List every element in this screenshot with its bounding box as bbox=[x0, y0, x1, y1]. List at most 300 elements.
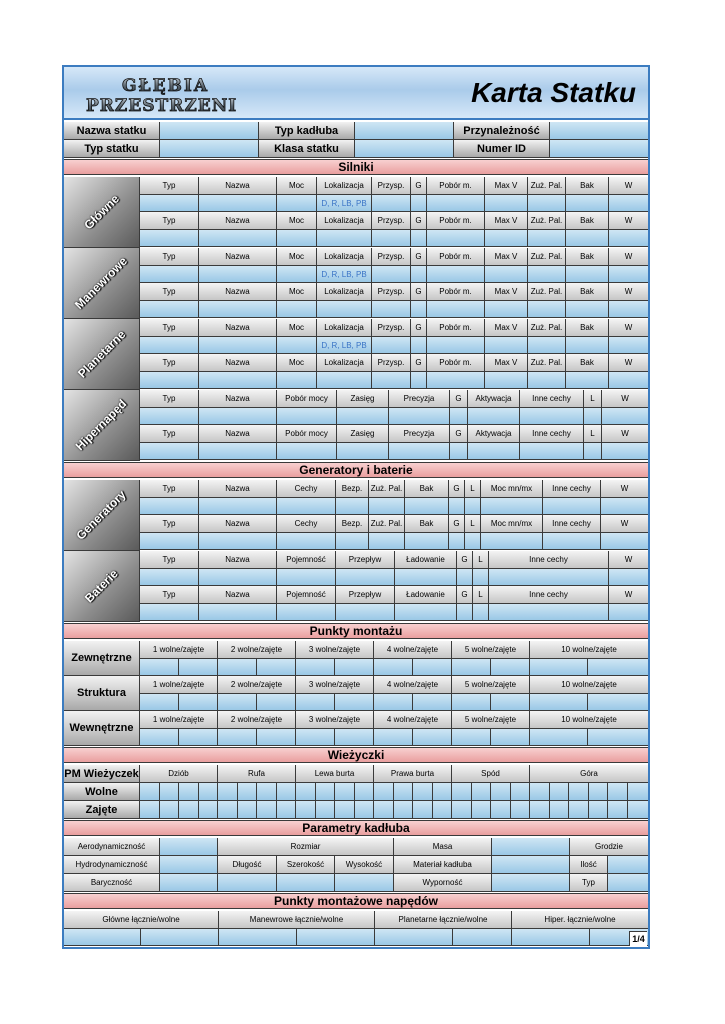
input-cell[interactable] bbox=[427, 337, 485, 354]
header-cell: 3 wolne/zajęte bbox=[296, 676, 374, 694]
input-cell[interactable] bbox=[543, 498, 601, 515]
input-cell[interactable] bbox=[492, 874, 570, 892]
input-cell[interactable] bbox=[199, 533, 277, 550]
input-cell[interactable] bbox=[140, 266, 199, 283]
input-cell[interactable] bbox=[520, 443, 584, 460]
input-cell[interactable] bbox=[336, 604, 395, 621]
header-cell: G bbox=[411, 248, 427, 266]
input-cell[interactable] bbox=[485, 301, 528, 318]
input-cell[interactable] bbox=[199, 604, 277, 621]
input-cell[interactable] bbox=[411, 337, 427, 354]
input-cell[interactable] bbox=[277, 337, 317, 354]
input-cell[interactable] bbox=[257, 783, 277, 801]
input-cell[interactable] bbox=[218, 659, 257, 676]
input-cell[interactable] bbox=[199, 569, 277, 586]
generator-input-row bbox=[140, 533, 648, 550]
header-cell: 1 wolne/zajęte bbox=[140, 676, 218, 694]
input-cell[interactable] bbox=[589, 801, 609, 819]
header-cell: 4 wolne/zajęte bbox=[374, 711, 452, 729]
input-cell[interactable] bbox=[468, 408, 520, 425]
input-cell[interactable] bbox=[584, 408, 602, 425]
turret-pm-label: PM Wieżyczek bbox=[64, 765, 140, 783]
input-cell[interactable] bbox=[413, 659, 452, 676]
input-cell[interactable] bbox=[337, 443, 389, 460]
input-cell[interactable] bbox=[199, 783, 219, 801]
input-cell[interactable] bbox=[609, 372, 648, 389]
input-cell[interactable] bbox=[465, 498, 481, 515]
mount-header-row bbox=[140, 641, 648, 659]
input-cell[interactable] bbox=[140, 729, 179, 746]
input-cell[interactable] bbox=[372, 337, 411, 354]
input-cell[interactable] bbox=[277, 266, 317, 283]
input-cell[interactable] bbox=[550, 140, 648, 158]
input-cell[interactable] bbox=[433, 801, 453, 819]
header-cell: Bak bbox=[566, 354, 609, 372]
input-cell[interactable] bbox=[199, 195, 277, 212]
input-cell[interactable] bbox=[140, 230, 199, 247]
input-cell[interactable] bbox=[277, 372, 317, 389]
generators-group bbox=[64, 480, 140, 551]
header-cell: Inne cechy bbox=[520, 425, 584, 443]
input-cell[interactable] bbox=[140, 694, 179, 711]
header-cell: Typ bbox=[140, 248, 199, 266]
input-cell[interactable] bbox=[550, 122, 648, 140]
input-cell[interactable] bbox=[160, 801, 180, 819]
input-cell[interactable] bbox=[450, 408, 468, 425]
header-cell: 5 wolne/zajęte bbox=[452, 711, 530, 729]
input-cell[interactable] bbox=[160, 874, 218, 892]
input-cell[interactable] bbox=[140, 569, 199, 586]
input-cell[interactable] bbox=[336, 569, 395, 586]
input-cell[interactable] bbox=[491, 801, 511, 819]
input-cell[interactable] bbox=[528, 337, 566, 354]
input-cell[interactable] bbox=[411, 230, 427, 247]
input-cell[interactable] bbox=[450, 443, 468, 460]
header-cell: Nazwa statku bbox=[64, 122, 160, 140]
input-cell[interactable] bbox=[609, 604, 648, 621]
input-cell[interactable] bbox=[238, 801, 258, 819]
input-cell[interactable] bbox=[277, 533, 336, 550]
input-cell[interactable] bbox=[433, 783, 453, 801]
input-cell[interactable] bbox=[411, 266, 427, 283]
input-cell[interactable] bbox=[140, 195, 199, 212]
input-cell[interactable] bbox=[395, 604, 457, 621]
input-cell[interactable] bbox=[511, 783, 531, 801]
input-cell[interactable] bbox=[277, 874, 335, 892]
input-cell[interactable] bbox=[199, 372, 277, 389]
generator-header-row bbox=[140, 480, 648, 498]
input-cell[interactable] bbox=[530, 694, 588, 711]
hyperdrive-group bbox=[64, 390, 140, 461]
input-cell[interactable] bbox=[141, 929, 219, 946]
header-cell: W bbox=[601, 480, 648, 498]
input-cell[interactable] bbox=[530, 659, 588, 676]
input-cell[interactable] bbox=[140, 783, 160, 801]
input-cell[interactable] bbox=[257, 801, 277, 819]
input-cell[interactable] bbox=[528, 266, 566, 283]
header-cell: 10 wolne/zajęte bbox=[530, 711, 648, 729]
input-cell[interactable] bbox=[457, 569, 473, 586]
hull-row-3 bbox=[64, 874, 648, 892]
input-cell[interactable] bbox=[238, 783, 258, 801]
input-cell[interactable] bbox=[179, 729, 218, 746]
input-cell[interactable] bbox=[372, 230, 411, 247]
input-cell[interactable] bbox=[375, 929, 453, 946]
input-cell[interactable] bbox=[609, 301, 648, 318]
input-cell[interactable] bbox=[452, 783, 472, 801]
input-cell[interactable] bbox=[296, 729, 335, 746]
svg-text:PRZESTRZENI: PRZESTRZENI bbox=[86, 96, 238, 114]
input-cell[interactable] bbox=[372, 195, 411, 212]
ship-card-sheet bbox=[62, 65, 650, 949]
input-cell[interactable] bbox=[452, 659, 491, 676]
header-cell: Baryczność bbox=[64, 874, 160, 892]
input-cell[interactable] bbox=[457, 604, 473, 621]
input-cell[interactable] bbox=[550, 801, 570, 819]
input-cell[interactable] bbox=[472, 801, 492, 819]
input-cell[interactable] bbox=[601, 498, 648, 515]
input-cell[interactable] bbox=[481, 498, 543, 515]
header-cell: Typ bbox=[140, 480, 199, 498]
input-cell[interactable] bbox=[277, 604, 336, 621]
input-cell[interactable] bbox=[413, 801, 433, 819]
battery-input-row bbox=[140, 569, 648, 586]
input-cell[interactable] bbox=[427, 372, 485, 389]
input-cell[interactable] bbox=[427, 266, 485, 283]
input-cell[interactable] bbox=[588, 694, 648, 711]
input-cell[interactable] bbox=[472, 783, 492, 801]
input-cell[interactable] bbox=[395, 569, 457, 586]
header-cell: Inne cechy bbox=[489, 551, 609, 569]
input-cell[interactable] bbox=[608, 801, 628, 819]
input-cell[interactable] bbox=[160, 140, 259, 158]
mount-input-row bbox=[140, 694, 648, 711]
input-cell[interactable] bbox=[449, 498, 465, 515]
input-cell[interactable] bbox=[453, 929, 512, 946]
header-cell: Zuż. Pal. bbox=[528, 248, 566, 266]
input-cell[interactable] bbox=[355, 801, 375, 819]
header-cell: Rufa bbox=[218, 765, 296, 783]
header-cell: Zuż. Pal. bbox=[369, 480, 405, 498]
input-cell[interactable] bbox=[296, 659, 335, 676]
input-cell[interactable] bbox=[316, 783, 336, 801]
input-cell[interactable] bbox=[140, 498, 199, 515]
input-cell[interactable] bbox=[528, 372, 566, 389]
input-cell[interactable] bbox=[511, 801, 531, 819]
input-cell[interactable] bbox=[335, 874, 394, 892]
input-cell[interactable] bbox=[427, 301, 485, 318]
input-cell[interactable] bbox=[413, 783, 433, 801]
input-cell[interactable] bbox=[394, 801, 414, 819]
header-cell: Inne cechy bbox=[489, 586, 609, 604]
input-cell[interactable] bbox=[411, 195, 427, 212]
input-cell[interactable] bbox=[530, 729, 588, 746]
input-cell[interactable] bbox=[411, 372, 427, 389]
input-cell[interactable] bbox=[566, 266, 609, 283]
input-cell[interactable] bbox=[277, 443, 337, 460]
input-cell[interactable] bbox=[608, 874, 648, 892]
turret-row bbox=[64, 783, 648, 801]
input-cell[interactable] bbox=[140, 408, 199, 425]
header-cell: Pobór m. bbox=[427, 354, 485, 372]
input-cell[interactable] bbox=[140, 659, 179, 676]
input-cell[interactable] bbox=[140, 801, 160, 819]
input-cell[interactable] bbox=[336, 533, 369, 550]
header-cell: Hydrodynamiczność bbox=[64, 856, 160, 874]
input-cell[interactable] bbox=[179, 801, 199, 819]
input-cell[interactable] bbox=[336, 498, 369, 515]
header-cell: Moc bbox=[277, 319, 317, 337]
header-cell: 10 wolne/zajęte bbox=[530, 676, 648, 694]
input-cell[interactable] bbox=[179, 694, 218, 711]
input-cell[interactable] bbox=[584, 443, 602, 460]
input-cell[interactable] bbox=[473, 604, 489, 621]
input-cell[interactable] bbox=[473, 569, 489, 586]
drives-header-row bbox=[64, 911, 648, 929]
input-cell[interactable] bbox=[601, 533, 648, 550]
input-cell[interactable] bbox=[219, 929, 297, 946]
input-cell[interactable] bbox=[64, 929, 141, 946]
input-cell[interactable] bbox=[277, 408, 337, 425]
input-cell[interactable] bbox=[468, 443, 520, 460]
input-cell[interactable] bbox=[257, 729, 296, 746]
input-cell[interactable] bbox=[317, 372, 372, 389]
header-cell: W bbox=[609, 551, 648, 569]
input-cell[interactable] bbox=[405, 498, 449, 515]
input-cell[interactable] bbox=[389, 443, 450, 460]
input-cell[interactable] bbox=[491, 694, 530, 711]
input-cell[interactable] bbox=[528, 230, 566, 247]
input-cell[interactable] bbox=[602, 443, 648, 460]
input-cell[interactable] bbox=[199, 801, 219, 819]
input-cell[interactable] bbox=[489, 569, 609, 586]
input-cell[interactable] bbox=[199, 337, 277, 354]
header-cell: G bbox=[457, 586, 473, 604]
input-cell[interactable] bbox=[355, 122, 454, 140]
input-cell[interactable] bbox=[199, 266, 277, 283]
header-cell: Bak bbox=[566, 212, 609, 230]
input-cell[interactable] bbox=[566, 230, 609, 247]
input-cell[interactable] bbox=[528, 195, 566, 212]
input-cell[interactable] bbox=[413, 694, 452, 711]
input-cell[interactable] bbox=[316, 801, 336, 819]
input-cell[interactable] bbox=[335, 659, 374, 676]
generator-input-row bbox=[140, 498, 648, 515]
input-cell[interactable] bbox=[530, 783, 550, 801]
input-cell[interactable] bbox=[449, 533, 465, 550]
input-cell[interactable] bbox=[485, 195, 528, 212]
input-cell[interactable] bbox=[609, 195, 648, 212]
input-cell[interactable] bbox=[520, 408, 584, 425]
input-cell[interactable] bbox=[277, 230, 317, 247]
input-cell[interactable] bbox=[372, 301, 411, 318]
input-cell[interactable] bbox=[389, 408, 450, 425]
input-cell[interactable] bbox=[543, 533, 601, 550]
input-cell[interactable] bbox=[566, 337, 609, 354]
input-cell[interactable] bbox=[160, 838, 218, 856]
input-cell[interactable] bbox=[199, 230, 277, 247]
input-cell[interactable] bbox=[337, 408, 389, 425]
input-cell[interactable] bbox=[492, 856, 570, 874]
header-cell: Nazwa bbox=[199, 177, 277, 195]
page-title: Karta Statku bbox=[471, 77, 636, 108]
input-cell[interactable] bbox=[485, 230, 528, 247]
input-cell[interactable] bbox=[528, 301, 566, 318]
header-cell: Bezp. bbox=[336, 480, 369, 498]
input-cell[interactable] bbox=[140, 443, 199, 460]
header-cell: Przysp. bbox=[372, 212, 411, 230]
header-cell: L bbox=[465, 515, 481, 533]
input-cell[interactable] bbox=[355, 783, 375, 801]
input-cell[interactable] bbox=[369, 498, 405, 515]
input-cell[interactable] bbox=[277, 569, 336, 586]
input-cell[interactable] bbox=[608, 783, 628, 801]
header-cell: Typ kadłuba bbox=[259, 122, 355, 140]
input-cell[interactable] bbox=[335, 783, 355, 801]
input-cell[interactable] bbox=[374, 801, 394, 819]
input-cell[interactable] bbox=[374, 659, 413, 676]
header-cell: Typ bbox=[140, 354, 199, 372]
engine-header-row bbox=[140, 354, 648, 372]
input-cell[interactable] bbox=[296, 694, 335, 711]
input-cell[interactable] bbox=[566, 301, 609, 318]
header-cell: Dziób bbox=[140, 765, 218, 783]
input-cell[interactable] bbox=[566, 372, 609, 389]
input-cell[interactable] bbox=[427, 195, 485, 212]
input-cell[interactable] bbox=[335, 801, 355, 819]
input-cell[interactable] bbox=[485, 372, 528, 389]
input-cell[interactable] bbox=[257, 659, 296, 676]
input-cell[interactable] bbox=[218, 801, 238, 819]
input-cell[interactable] bbox=[369, 533, 405, 550]
input-cell[interactable] bbox=[608, 856, 648, 874]
input-cell[interactable] bbox=[140, 604, 199, 621]
input-cell[interactable] bbox=[160, 783, 180, 801]
header-cell: Bak bbox=[566, 177, 609, 195]
input-cell[interactable] bbox=[355, 140, 454, 158]
header-cell: Grodzie bbox=[570, 838, 648, 856]
input-cell[interactable] bbox=[550, 783, 570, 801]
input-cell[interactable] bbox=[628, 783, 649, 801]
input-cell[interactable] bbox=[160, 856, 218, 874]
input-cell[interactable] bbox=[277, 498, 336, 515]
input-cell[interactable] bbox=[405, 533, 449, 550]
input-cell[interactable] bbox=[257, 694, 296, 711]
input-cell[interactable] bbox=[140, 372, 199, 389]
input-cell[interactable] bbox=[218, 729, 257, 746]
input-cell[interactable] bbox=[335, 729, 374, 746]
input-cell[interactable] bbox=[569, 783, 589, 801]
input-cell[interactable] bbox=[485, 266, 528, 283]
input-cell[interactable] bbox=[566, 195, 609, 212]
input-cell[interactable] bbox=[374, 729, 413, 746]
input-cell[interactable] bbox=[218, 874, 277, 892]
input-cell[interactable] bbox=[609, 569, 648, 586]
input-cell[interactable] bbox=[411, 301, 427, 318]
header-cell: Przysp. bbox=[372, 354, 411, 372]
input-cell[interactable] bbox=[588, 729, 648, 746]
engine-group-1-label: Manewrowe bbox=[72, 254, 131, 312]
input-cell[interactable] bbox=[588, 659, 648, 676]
header-cell: Moc bbox=[277, 177, 317, 195]
header-cell: Max V bbox=[485, 283, 528, 301]
input-cell[interactable] bbox=[489, 604, 609, 621]
input-cell[interactable] bbox=[317, 230, 372, 247]
input-cell[interactable] bbox=[179, 783, 199, 801]
input-cell[interactable] bbox=[374, 694, 413, 711]
header-cell: Spód bbox=[452, 765, 530, 783]
input-cell[interactable] bbox=[609, 230, 648, 247]
input-cell[interactable] bbox=[492, 838, 570, 856]
header-cell: W bbox=[609, 354, 648, 372]
input-cell[interactable] bbox=[452, 694, 491, 711]
input-cell[interactable] bbox=[335, 694, 374, 711]
input-cell[interactable] bbox=[609, 337, 648, 354]
input-cell[interactable] bbox=[394, 783, 414, 801]
input-cell[interactable] bbox=[452, 729, 491, 746]
input-cell[interactable] bbox=[140, 301, 199, 318]
input-cell[interactable] bbox=[277, 301, 317, 318]
header-cell: Bak bbox=[566, 283, 609, 301]
input-cell[interactable] bbox=[140, 533, 199, 550]
input-cell[interactable] bbox=[491, 783, 511, 801]
input-cell[interactable] bbox=[512, 929, 590, 946]
input-cell[interactable] bbox=[602, 408, 648, 425]
location-hint-cell: D, R, LB, PB bbox=[317, 266, 372, 283]
input-cell[interactable] bbox=[452, 801, 472, 819]
input-cell[interactable] bbox=[140, 337, 199, 354]
input-cell[interactable] bbox=[218, 694, 257, 711]
input-cell[interactable] bbox=[277, 195, 317, 212]
input-cell[interactable] bbox=[413, 729, 452, 746]
header-cell: Wysokość bbox=[335, 856, 394, 874]
input-cell[interactable] bbox=[374, 783, 394, 801]
header-cell: Max V bbox=[485, 177, 528, 195]
input-cell[interactable] bbox=[296, 801, 316, 819]
input-cell[interactable] bbox=[199, 301, 277, 318]
input-cell[interactable] bbox=[296, 783, 316, 801]
header-cell: Inne cechy bbox=[543, 515, 601, 533]
header-cell: Zuż. Pal. bbox=[528, 212, 566, 230]
input-cell[interactable] bbox=[372, 372, 411, 389]
input-cell[interactable] bbox=[218, 783, 238, 801]
header-cell: G bbox=[411, 177, 427, 195]
input-cell[interactable] bbox=[491, 659, 530, 676]
input-cell[interactable] bbox=[481, 533, 543, 550]
input-cell[interactable] bbox=[179, 659, 218, 676]
input-cell[interactable] bbox=[589, 783, 609, 801]
input-cell[interactable] bbox=[317, 301, 372, 318]
engine-group-1 bbox=[64, 248, 140, 319]
input-cell[interactable] bbox=[628, 801, 649, 819]
input-cell[interactable] bbox=[485, 337, 528, 354]
input-cell[interactable] bbox=[465, 533, 481, 550]
input-cell[interactable] bbox=[277, 801, 297, 819]
input-cell[interactable] bbox=[277, 783, 297, 801]
input-cell[interactable] bbox=[199, 443, 277, 460]
input-cell[interactable] bbox=[160, 122, 259, 140]
input-cell[interactable] bbox=[427, 230, 485, 247]
turret-taken-label: Zajęte bbox=[64, 801, 140, 819]
input-cell[interactable] bbox=[491, 729, 530, 746]
input-cell[interactable] bbox=[372, 266, 411, 283]
input-cell[interactable] bbox=[569, 801, 589, 819]
input-cell[interactable] bbox=[530, 801, 550, 819]
input-cell[interactable] bbox=[199, 408, 277, 425]
input-cell[interactable] bbox=[297, 929, 375, 946]
input-cell[interactable] bbox=[199, 498, 277, 515]
input-cell[interactable] bbox=[609, 266, 648, 283]
